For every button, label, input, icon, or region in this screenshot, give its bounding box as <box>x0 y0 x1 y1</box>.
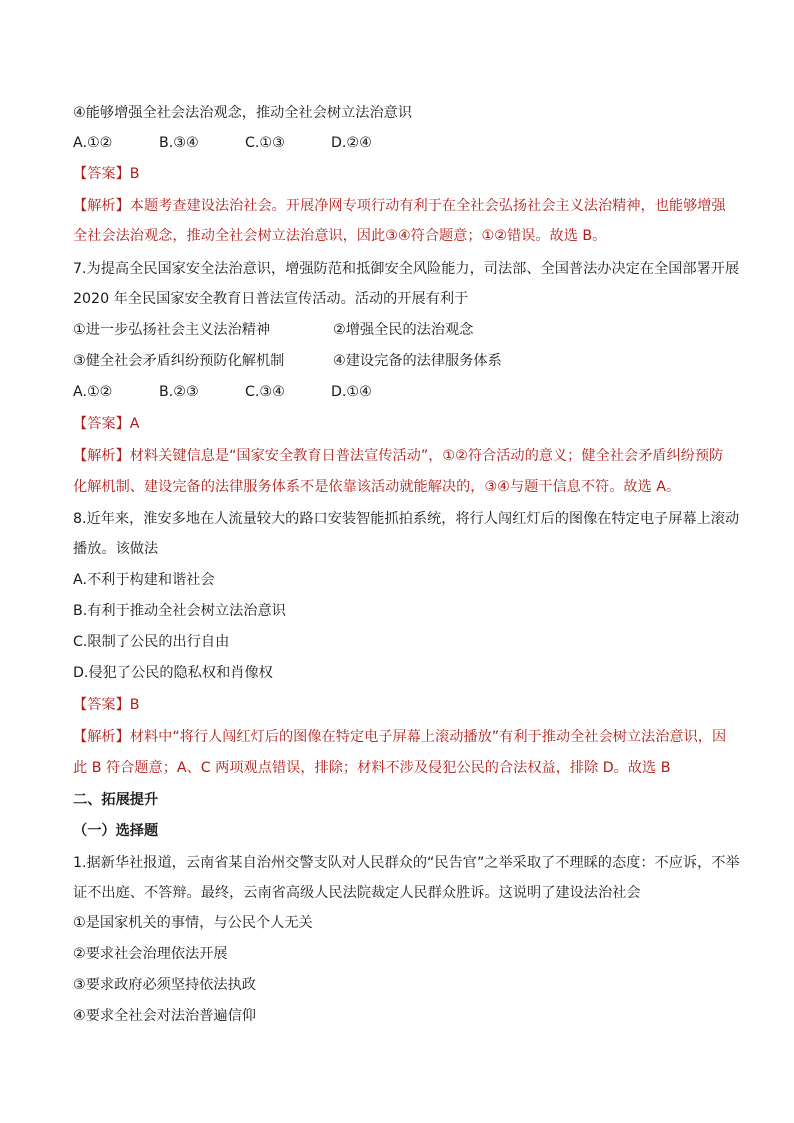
q7-statements-row-2 <box>73 351 733 371</box>
analysis-text: 本题考查建设法治社会。开展净网专项行动有利于在全社会弘扬社会主义法治精神，也能够增强 <box>129 198 726 214</box>
answer-tag: 【答案】 <box>73 416 130 432</box>
q8-stem-line-2: 播放。该做法 <box>73 541 159 557</box>
q8-analysis-line-1 <box>73 727 733 747</box>
q7-statement-3: ③健全社会矛盾纠纷预防化解机制 <box>73 353 285 369</box>
q7-option-d: D.①④ <box>331 384 372 400</box>
q6-analysis-line-1 <box>73 196 733 216</box>
q7-stem-line-2: 2020 年全民国家安全教育日普法宣传活动。活动的开展有利于 <box>73 291 469 307</box>
q7-analysis-line-2: 化解机制、建设完备的法律服务体系不是依靠该活动就能解决的，③④与题干信息不符。故选 A。 <box>73 479 681 495</box>
q7-statements-row-1 <box>73 320 733 340</box>
answer-value: B <box>129 697 140 713</box>
p1-statement-2: ②要求社会治理依法开展 <box>73 946 228 962</box>
q7-option-b: B.②③ <box>159 384 199 400</box>
analysis-tag: 【解析】 <box>73 729 130 745</box>
p1-statement-3: ③要求政府必须坚持依法执政 <box>73 977 256 993</box>
analysis-text: 材料关键信息是“国家安全教育日普法宣传活动”，①②符合活动的意义；健全社会矛盾纠纷预防 <box>129 448 724 464</box>
q6-answer <box>73 164 733 184</box>
q6-option-c: C.①③ <box>245 135 285 151</box>
q7-statement-4: ④建设完备的法律服务体系 <box>333 353 502 369</box>
answer-tag: 【答案】 <box>73 166 130 182</box>
q7-statement-1: ①进一步弘扬社会主义法治精神 <box>73 322 271 338</box>
q6-option-a: A.①② <box>73 135 113 151</box>
p1-stem-line-2: 证不出庭、不答辩。最终，云南省高级人民法院裁定人民群众胜诉。这说明了建设法治社会 <box>73 885 641 901</box>
q6-statement-4: ④能够增强全社会法治观念，推动全社会树立法治意识 <box>73 105 413 121</box>
section-subtitle: （一）选择题 <box>73 823 159 839</box>
q8-stem-line-1: 8.近年来，淮安多地在人流量较大的路口安装智能抓拍系统，将行人闯红灯后的图像在特定电子屏幕上滚动 <box>73 511 740 527</box>
q7-option-c: C.③④ <box>245 384 285 400</box>
q8-option-a: A.不利于构建和谐社会 <box>73 572 215 588</box>
q7-analysis-line-1 <box>73 446 733 466</box>
q6-analysis-line-2: 全社会法治观念，推动全社会树立法治意识，因此③④符合题意；①②错误。故选 B。 <box>73 228 607 244</box>
p1-statement-4: ④要求全社会对法治普遍信仰 <box>73 1008 256 1024</box>
q6-option-b: B.③④ <box>159 135 199 151</box>
q8-option-c: C.限制了公民的出行自由 <box>73 634 230 650</box>
answer-value: B <box>129 166 140 182</box>
p1-stem-line-1: 1.据新华社报道，云南省某自治州交警支队对人民群众的“民告官”之举采取了不理睬的态度：不应诉，不举 <box>73 855 740 871</box>
p1-statement-1: ①是国家机关的事情，与公民个人无关 <box>73 915 313 931</box>
answer-value: A <box>129 416 140 432</box>
q7-stem-line-1: 7.为提高全民国家安全法治意识，增强防范和抵御安全风险能力，司法部、全国普法办决定在全国部署开展 <box>73 261 740 277</box>
q7-options <box>73 382 733 402</box>
q8-analysis-line-2: 此 B 符合题意；A、C 两项观点错误，排除；材料不涉及侵犯公民的合法权益，排除 D。故选 B <box>73 760 671 776</box>
section-title: 二、拓展提升 <box>73 792 159 808</box>
q7-option-a: A.①② <box>73 384 113 400</box>
q6-options <box>73 133 733 153</box>
q7-statement-2: ②增强全民的法治观念 <box>333 322 474 338</box>
q8-answer <box>73 695 733 715</box>
q8-option-b: B.有利于推动全社会树立法治意识 <box>73 603 286 619</box>
q7-answer <box>73 414 733 434</box>
q8-option-d: D.侵犯了公民的隐私权和肖像权 <box>73 665 273 681</box>
analysis-tag: 【解析】 <box>73 448 130 464</box>
analysis-text: 材料中“将行人闯红灯后的图像在特定电子屏幕上滚动播放”有利于推动全社会树立法治意识，因 <box>129 729 727 745</box>
q6-option-d: D.②④ <box>331 135 372 151</box>
analysis-tag: 【解析】 <box>73 198 130 214</box>
answer-tag: 【答案】 <box>73 697 130 713</box>
